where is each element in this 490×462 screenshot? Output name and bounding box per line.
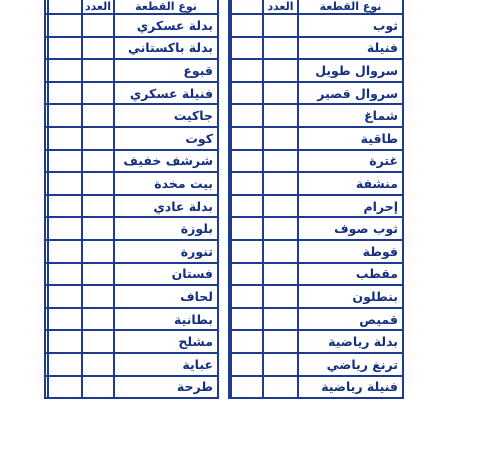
right-item-label: ثوب: [298, 14, 403, 37]
right-count-cell[interactable]: [263, 14, 298, 37]
left-item-label: عباية: [114, 353, 218, 376]
left-extra-cell[interactable]: [48, 14, 82, 37]
right-extra-cell[interactable]: [231, 263, 263, 286]
right-item-label: ثوب صوف: [298, 217, 403, 240]
left-item-row: [45, 104, 218, 127]
left-item-row: [45, 172, 218, 195]
left-count-cell[interactable]: [82, 263, 114, 286]
right-items-body: [229, 0, 403, 398]
right-count-cell[interactable]: [263, 37, 298, 60]
left-item-label: بدلة باكستاني: [114, 37, 218, 60]
right-count-cell[interactable]: [263, 353, 298, 376]
right-item-row: [229, 14, 403, 37]
left-item-row: [45, 37, 218, 60]
left-item-label: تنورة: [114, 240, 218, 263]
right-header-row: [229, 0, 403, 14]
right-extra-header-cell: [231, 0, 263, 14]
left-extra-cell[interactable]: [48, 59, 82, 82]
right-item-row: [229, 330, 403, 353]
right-count-cell[interactable]: [263, 217, 298, 240]
left-item-label: لحاف: [114, 285, 218, 308]
left-extra-cell[interactable]: [48, 172, 82, 195]
right-item-row: [229, 217, 403, 240]
left-item-row: [45, 217, 218, 240]
right-item-label: سروال طويل: [298, 59, 403, 82]
right-count-cell[interactable]: [263, 330, 298, 353]
right-item-label: فوطة: [298, 240, 403, 263]
left-item-row: [45, 59, 218, 82]
right-item-label: ترنغ رياضي: [298, 353, 403, 376]
right-count-cell[interactable]: [263, 195, 298, 218]
right-items-table: [228, 0, 404, 399]
left-extra-cell[interactable]: [48, 195, 82, 218]
left-extra-cell[interactable]: [48, 308, 82, 331]
left-extra-cell[interactable]: [48, 285, 82, 308]
right-item-row: [229, 127, 403, 150]
right-item-label: بدلة رياضية: [298, 330, 403, 353]
left-item-row: [45, 285, 218, 308]
right-item-row: [229, 353, 403, 376]
left-count-cell[interactable]: [82, 59, 114, 82]
left-count-cell[interactable]: [82, 37, 114, 60]
left-item-row: [45, 308, 218, 331]
left-count-cell[interactable]: [82, 150, 114, 173]
right-extra-cell[interactable]: [231, 217, 263, 240]
right-count-cell[interactable]: [263, 127, 298, 150]
right-item-row: [229, 104, 403, 127]
left-extra-cell[interactable]: [48, 376, 82, 399]
left-item-row: [45, 330, 218, 353]
right-item-label: إحرام: [298, 195, 403, 218]
left-item-row: [45, 240, 218, 263]
right-count-cell[interactable]: [263, 263, 298, 286]
right-count-cell[interactable]: [263, 82, 298, 105]
right-item-label: قميص: [298, 308, 403, 331]
right-count-cell[interactable]: [263, 150, 298, 173]
left-item-label: شرشف خفيف: [114, 150, 218, 173]
right-item-label: فنيلة: [298, 37, 403, 60]
right-extra-cell[interactable]: [231, 59, 263, 82]
right-extra-cell[interactable]: [231, 330, 263, 353]
right-count-header: العدد: [263, 0, 298, 14]
left-extra-cell[interactable]: [48, 150, 82, 173]
right-item-label: غترة: [298, 150, 403, 173]
left-count-cell[interactable]: [82, 82, 114, 105]
left-count-header: العدد: [82, 0, 114, 14]
right-count-cell[interactable]: [263, 172, 298, 195]
left-count-cell[interactable]: [82, 104, 114, 127]
left-item-label: طرحة: [114, 376, 218, 399]
right-count-cell[interactable]: [263, 308, 298, 331]
right-item-label: منشفة: [298, 172, 403, 195]
left-item-label: بيت مخدة: [114, 172, 218, 195]
left-items-table: [44, 0, 219, 399]
right-item-row: [229, 285, 403, 308]
right-item-row: [229, 195, 403, 218]
right-extra-cell[interactable]: [231, 104, 263, 127]
right-item-row: [229, 308, 403, 331]
right-extra-cell[interactable]: [231, 285, 263, 308]
left-item-row: [45, 150, 218, 173]
left-count-cell[interactable]: [82, 240, 114, 263]
left-item-label: بدلة عادي: [114, 195, 218, 218]
left-count-cell[interactable]: [82, 195, 114, 218]
left-extra-cell[interactable]: [48, 353, 82, 376]
left-extra-cell[interactable]: [48, 217, 82, 240]
left-count-cell[interactable]: [82, 308, 114, 331]
left-extra-cell[interactable]: [48, 104, 82, 127]
right-extra-cell[interactable]: [231, 37, 263, 60]
left-item-label: بلوزة: [114, 217, 218, 240]
left-count-cell[interactable]: [82, 285, 114, 308]
right-item-row: [229, 172, 403, 195]
right-item-header: نوع القطعة: [298, 0, 403, 14]
left-items-body: [45, 0, 218, 398]
right-extra-cell[interactable]: [231, 308, 263, 331]
right-count-cell[interactable]: [263, 104, 298, 127]
right-item-row: [229, 82, 403, 105]
left-extra-cell[interactable]: [48, 240, 82, 263]
left-extra-cell[interactable]: [48, 82, 82, 105]
left-item-row: [45, 353, 218, 376]
left-item-header: نوع القطعة: [114, 0, 218, 14]
left-item-row: [45, 263, 218, 286]
right-item-row: [229, 263, 403, 286]
left-item-row: [45, 127, 218, 150]
right-extra-cell[interactable]: [231, 172, 263, 195]
right-extra-cell[interactable]: [231, 127, 263, 150]
right-count-cell[interactable]: [263, 240, 298, 263]
right-extra-cell[interactable]: [231, 82, 263, 105]
left-count-cell[interactable]: [82, 172, 114, 195]
left-extra-cell[interactable]: [48, 330, 82, 353]
left-extra-cell[interactable]: [48, 37, 82, 60]
right-item-label: فنيلة رياضية: [298, 376, 403, 399]
left-item-row: [45, 376, 218, 399]
left-count-cell[interactable]: [82, 14, 114, 37]
left-item-label: بطانية: [114, 308, 218, 331]
right-count-cell[interactable]: [263, 285, 298, 308]
left-count-cell[interactable]: [82, 353, 114, 376]
right-item-label: شماغ: [298, 104, 403, 127]
left-item-label: جاكيت: [114, 104, 218, 127]
left-count-cell[interactable]: [82, 330, 114, 353]
right-extra-cell[interactable]: [231, 353, 263, 376]
right-item-label: طاقية: [298, 127, 403, 150]
right-extra-cell[interactable]: [231, 240, 263, 263]
right-item-row: [229, 59, 403, 82]
right-item-row: [229, 376, 403, 399]
left-header-row: [45, 0, 218, 14]
right-extra-cell[interactable]: [231, 14, 263, 37]
right-count-cell[interactable]: [263, 376, 298, 399]
left-item-label: بدلة عسكري: [114, 14, 218, 37]
left-item-row: [45, 14, 218, 37]
left-item-label: فنيلة عسكري: [114, 82, 218, 105]
right-item-row: [229, 150, 403, 173]
right-item-label: مقطب: [298, 263, 403, 286]
left-item-label: مشلح: [114, 330, 218, 353]
right-count-cell[interactable]: [263, 59, 298, 82]
right-item-label: بنطلون: [298, 285, 403, 308]
right-extra-cell[interactable]: [231, 376, 263, 399]
left-item-label: كوت: [114, 127, 218, 150]
left-extra-cell[interactable]: [48, 263, 82, 286]
left-item-row: [45, 82, 218, 105]
left-item-label: قبوع: [114, 59, 218, 82]
left-count-cell[interactable]: [82, 376, 114, 399]
right-item-row: [229, 37, 403, 60]
right-item-row: [229, 240, 403, 263]
right-item-label: سروال قصير: [298, 82, 403, 105]
left-count-cell[interactable]: [82, 217, 114, 240]
left-count-cell[interactable]: [82, 127, 114, 150]
left-extra-cell[interactable]: [48, 127, 82, 150]
left-item-label: فستان: [114, 263, 218, 286]
left-extra-header-cell: [48, 0, 82, 14]
left-item-row: [45, 195, 218, 218]
right-extra-cell[interactable]: [231, 150, 263, 173]
right-extra-cell[interactable]: [231, 195, 263, 218]
